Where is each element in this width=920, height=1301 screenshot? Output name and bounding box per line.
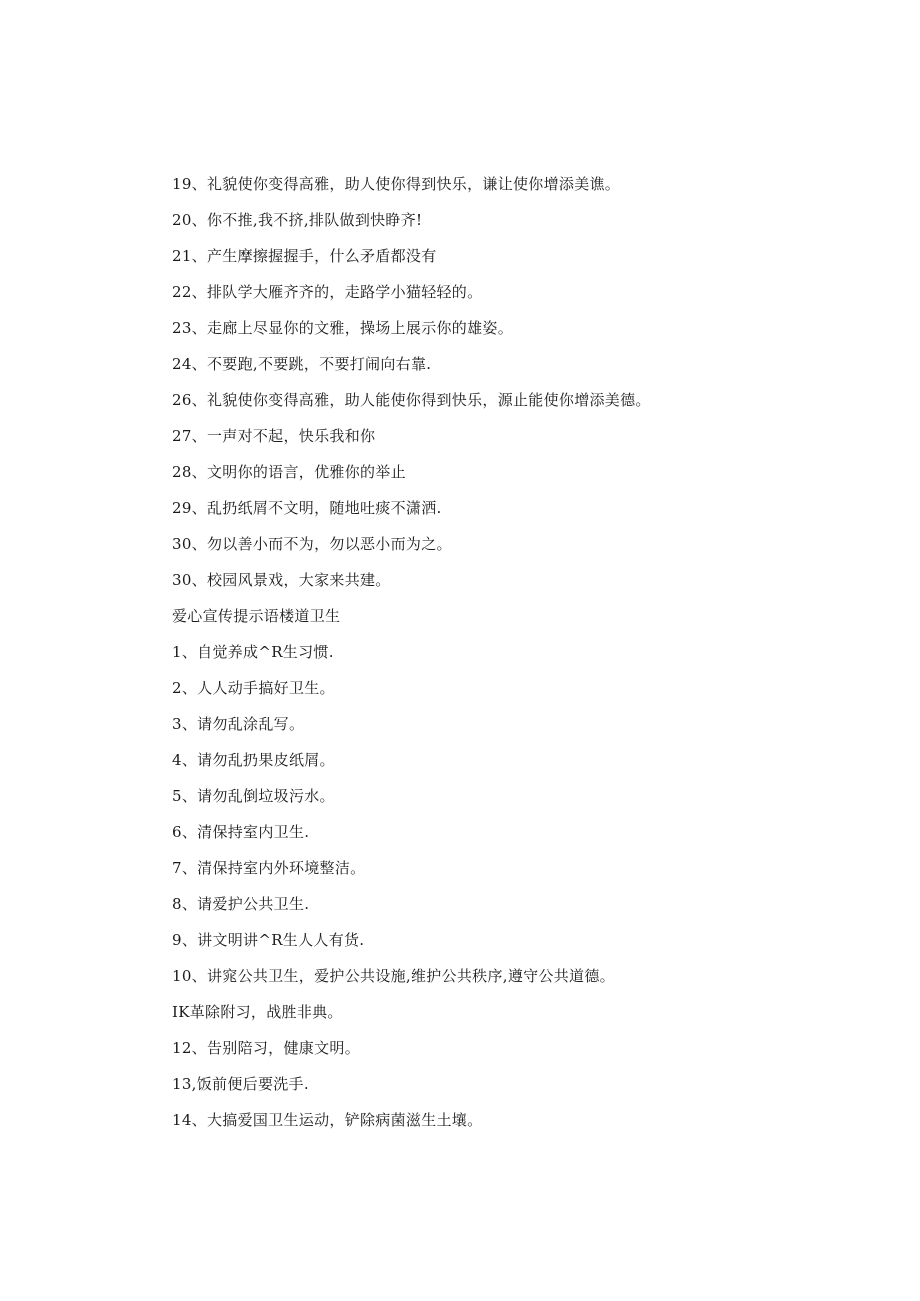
section-heading: 爱心宣传提示语楼道卫生 [172,607,341,625]
text-line: 8、请爱护公共卫生. [172,895,310,913]
text-line: 3、请勿乱涂乱写。 [172,715,305,733]
text-line: 20、你不推,我不挤,排队做到快睁齐! [172,211,423,229]
text-line: 5、请勿乱倒垃圾污水。 [172,787,335,805]
text-line: 29、乱扔纸屑不文明，随地吐痰不潇洒. [172,499,442,517]
text-line: 28、文明你的语言，优雅你的举止 [172,463,406,481]
text-line: 4、请勿乱扔果皮纸屑。 [172,751,335,769]
text-line: 6、清保持室内卫生. [172,823,310,841]
text-line: 30、勿以善小而不为，勿以恶小而为之。 [172,535,452,553]
slogan-list [172,170,892,1142]
text-line: 7、清保持室内外环境整洁。 [172,859,366,877]
text-line: 21、产生摩擦握握手，什么矛盾都没有 [172,247,437,265]
text-line: 10、讲窕公共卫生，爱护公共设施,维护公共秩序,遵守公共道德。 [172,967,615,985]
text-line: IK革除附习，战胜非典。 [172,1003,343,1021]
text-line: 19、礼貌使你变得高雅，助人使你得到快乐，谦让使你增添美谯。 [172,175,621,193]
text-line: 27、一声对不起，快乐我和你 [172,427,376,445]
text-line: 12、告别陪习，健康文明。 [172,1039,360,1057]
text-line: 2、人人动手搞好卫生。 [172,679,335,697]
text-line: 23、走廊上尽显你的文雅，操场上展示你的雄姿。 [172,319,513,337]
text-line: 22、排队学大雁齐齐的，走路学小猫轻轻的。 [172,283,483,301]
text-line: 9、讲文明讲^R生人人有货. [172,931,365,949]
text-line: 14、大搞爱国卫生运动，铲除病菌滋生土壤。 [172,1111,483,1129]
text-line: 13,饭前便后要洗手. [172,1075,309,1093]
text-line: 1、自觉养成^R生习惯. [172,643,334,661]
text-line: 24、不要跑,不要跳，不要打闹向右靠. [172,355,432,373]
text-line: 30、校园风景戏，大家来共建。 [172,571,391,589]
text-line: 26、礼貌使你变得高雅，助人能使你得到快乐，源止能使你增添美德。 [172,391,651,409]
